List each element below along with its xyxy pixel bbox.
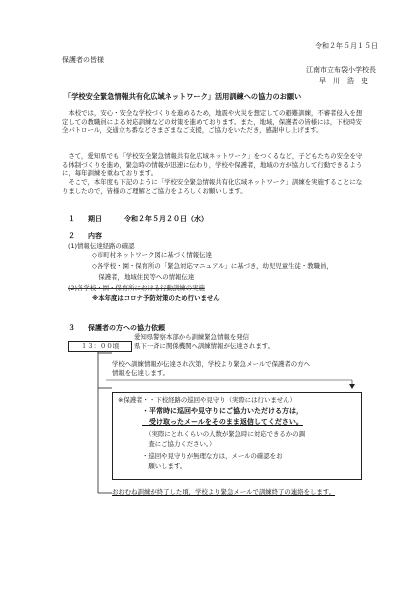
box-item-5: ・巡回や見守りが無理な方は，メールの確認をお: [142, 452, 283, 460]
date: 令和２年５月１５日: [315, 42, 378, 50]
intro-paragraph-2: さて，愛知県でも「学校安全緊急情報共有化広域ネットワーク」をつくるなど，子どもたちの安全を守る体制づくりを進め，緊急時の情報が迅速に伝わり，学校や保護者，地域の方が協力して行動できるように，毎年訓練を重ねております。: [62, 152, 363, 178]
section2-item1: (1)情報伝達経路の確認: [68, 242, 135, 250]
intro-paragraph-3: そこで，本年度も下記のように「学校安全緊急情報共有化広域ネットワーク」訓練を実施することになりましたので，皆様のご理解とご協力をよろしくお願いします。: [62, 178, 363, 195]
sender-name: 早 川 浩 史: [319, 77, 368, 85]
recipient: 保護者の皆様: [62, 56, 104, 64]
intro-paragraph-1: 本校では，安心・安全な学校づくりを進めるため，地震や火災を想定しての避難訓練，不審者侵入を想定しての教職員による対応訓練などの対策を進めております。また，地域，保護者の皆様には，下校時安全パトロール，交通立ち番などさまざまなご支援，ご協力をいただき，感謝申し上げます。: [62, 109, 363, 135]
box-item-3: （実際にとれくらいの人数が緊急時に対応できるかの調: [142, 430, 305, 438]
section2-number: ２: [68, 232, 75, 240]
section2-bullet-1: ◇市町村ネットワーク図に基づく情報伝達: [92, 251, 212, 259]
section2-item2-struck: (2)各学校・園・保育所における行動訓練の実施: [68, 284, 205, 292]
section2-notice: ※本年度はコロナ予防対策のため行いません: [92, 294, 220, 302]
flow-step2-line2: 情報を伝達します。: [112, 369, 170, 377]
section3-number: ３: [68, 324, 75, 332]
section2-bullet-3: 保護者，地域住民等への情報伝達: [92, 273, 195, 281]
section2-label: 内容: [88, 232, 102, 240]
section1-label: 期日: [88, 215, 102, 223]
time-label: １３：００頃: [80, 342, 120, 350]
sender-school: 江南市立布袋小学校長: [306, 66, 376, 74]
box-header: ※保護者・・下校経路の巡回や見守り（実際には行いません）: [118, 396, 296, 404]
section1-date: 令和２年５月２０日（水）: [124, 215, 208, 223]
final-note: おおむね訓練が終了した頃，学校より緊急メールで訓練終了の連絡をします。: [112, 488, 336, 496]
box-item-1: ・平常時に巡回や見守りにご協力いただける方は，: [142, 407, 303, 415]
section1-number: １: [68, 215, 75, 223]
box-item-4: 査にご協力ください。）: [142, 440, 216, 448]
box-item-6: 願いします。: [142, 462, 187, 470]
section2-bullet-2: ◇各学校・園・保育所の「緊急対応マニュアル」に基づき，幼児児童生徒・教職員，: [92, 262, 333, 270]
flow-step1-a: 愛知県警察本部から訓練緊急情報を発信: [134, 333, 250, 341]
page-title: 「学校安全緊急情報共有化広域ネットワーク」活用訓練への協力のお願い: [64, 92, 302, 101]
box-item-2: 受け取ったメールをそのまま返信してください。: [142, 418, 303, 426]
flow-step1-b: 県下一斉に関係機関へ訓練情報が伝達されます。: [134, 342, 275, 350]
flow-step2-line1: 学校へ訓練情報が伝達され次第，学校より緊急メールで保護者の方へ: [112, 360, 310, 368]
section3-label: 保護者の方への協力依頼: [88, 324, 165, 332]
